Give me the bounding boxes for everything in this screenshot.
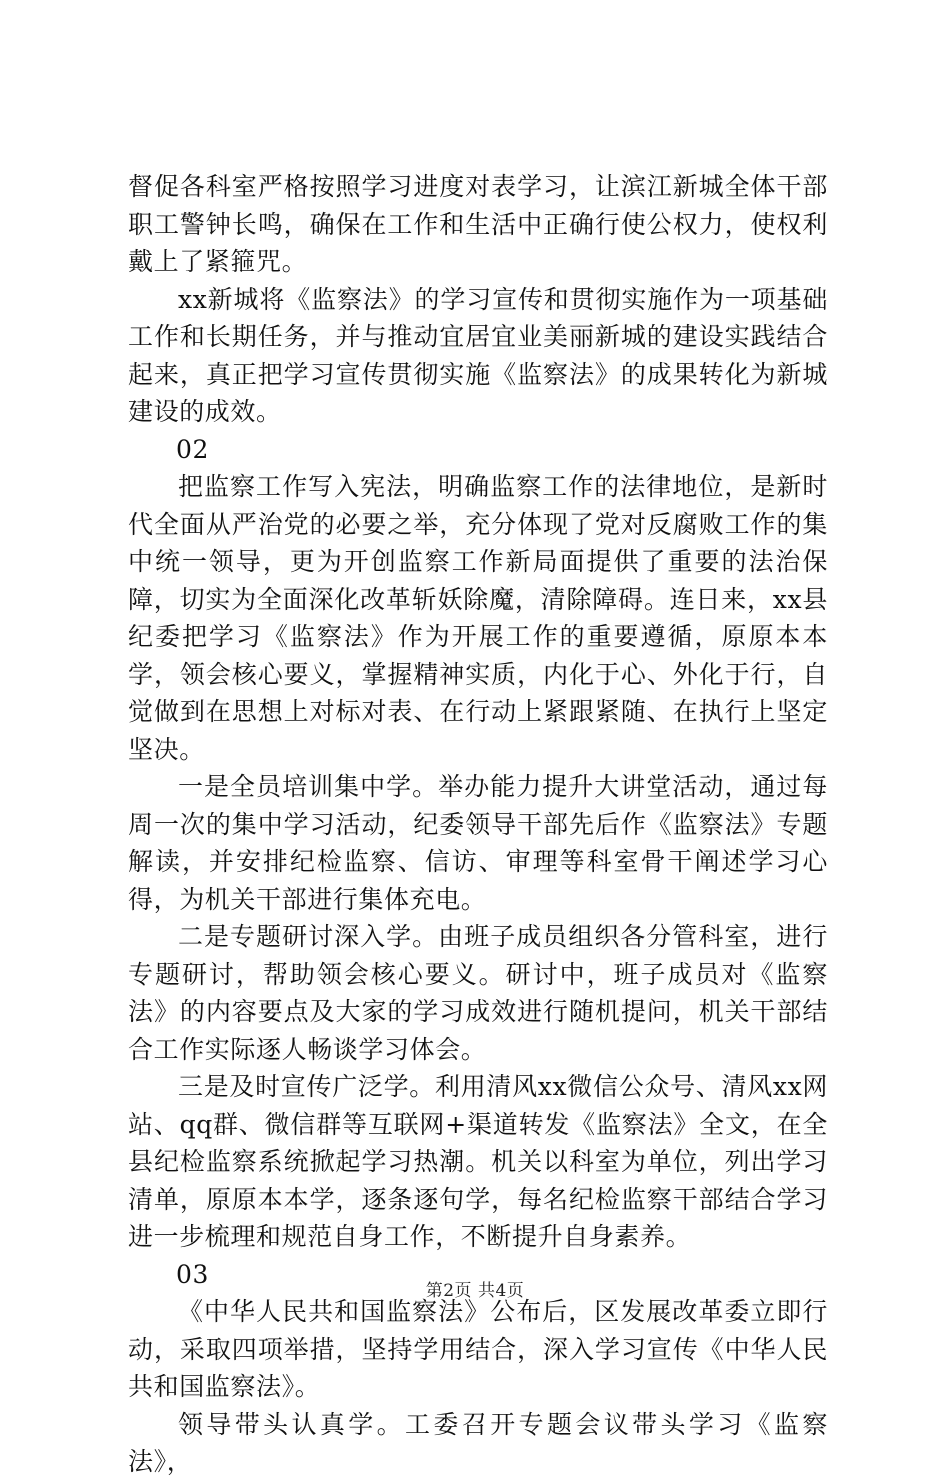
paragraph-xx-new-city: xx新城将《监察法》的学习宣传和贯彻实施作为一项基础工作和长期任务，并与推动宜居宜业美丽新城的建设实践结合起来，真正把学习宣传贯彻实施《监察法》的成果转化为新城建设的成效。 <box>128 284 828 426</box>
paragraph-seminar: 二是专题研讨深入学。由班子成员组织各分管科室，进行专题研讨，帮助领会核心要义。研讨中，班子成员对《监察法》的内容要点及大家的学习成效进行随机提问，机关干部结合工作实际逐人畅谈学习体会。 <box>128 922 828 1064</box>
section-number-03: 03 <box>176 1259 210 1289</box>
section-number-02: 02 <box>176 434 210 464</box>
paragraph-constitution: 把监察工作写入宪法，明确监察工作的法律地位，是新时代全面从严治党的必要之举，充分体现了党对反腐败工作的集中统一领导，更为开创监察工作新局面提供了重要的法治保障，切实为全面深化改革斩妖除魔，清除障碍。连日来，xx县纪委把学习《监察法》作为开展工作的重要遵循，原原本本学，领会核心要义，掌握精神实质，内化于心、外化于行，自觉做到在思想上对标对表、在行动上紧跟紧随、在执行上坚定坚决。 <box>128 472 828 764</box>
paragraph-publicity: 三是及时宣传广泛学。利用清风xx微信公众号、清风xx网站、qq群、微信群等互联网+渠道转发《监察法》全文，在全县纪检监察系统掀起学习热潮。机关以科室为单位，列出学习清单，原原本本学，逐条逐句学，每名纪检监察干部结合学习进一步梳理和规范自身工作，不断提升自身素养。 <box>128 1072 828 1251</box>
page-footer: 第2页 共4页 <box>425 1281 525 1301</box>
paragraph-leadership: 领导带头认真学。工委召开专题会议带头学习《监察法》， <box>128 1409 828 1476</box>
paragraph-supervision-law: 《中华人民共和国监察法》公布后，区发展改革委立即行动，采取四项举措，坚持学用结合，深入学习宣传《中华人民共和国监察法》。 <box>128 1297 828 1401</box>
paragraph-continuation: 督促各科室严格按照学习进度对表学习，让滨江新城全体干部职工警钟长鸣，确保在工作和生活中正确行使公权力，使权利戴上了紧箍咒。 <box>128 172 828 276</box>
paragraph-training: 一是全员培训集中学。举办能力提升大讲堂活动，通过每周一次的集中学习活动，纪委领导干部先后作《监察法》专题解读，并安排纪检监察、信访、审理等科室骨干阐述学习心得，为机关干部进行集体充电。 <box>128 772 828 914</box>
